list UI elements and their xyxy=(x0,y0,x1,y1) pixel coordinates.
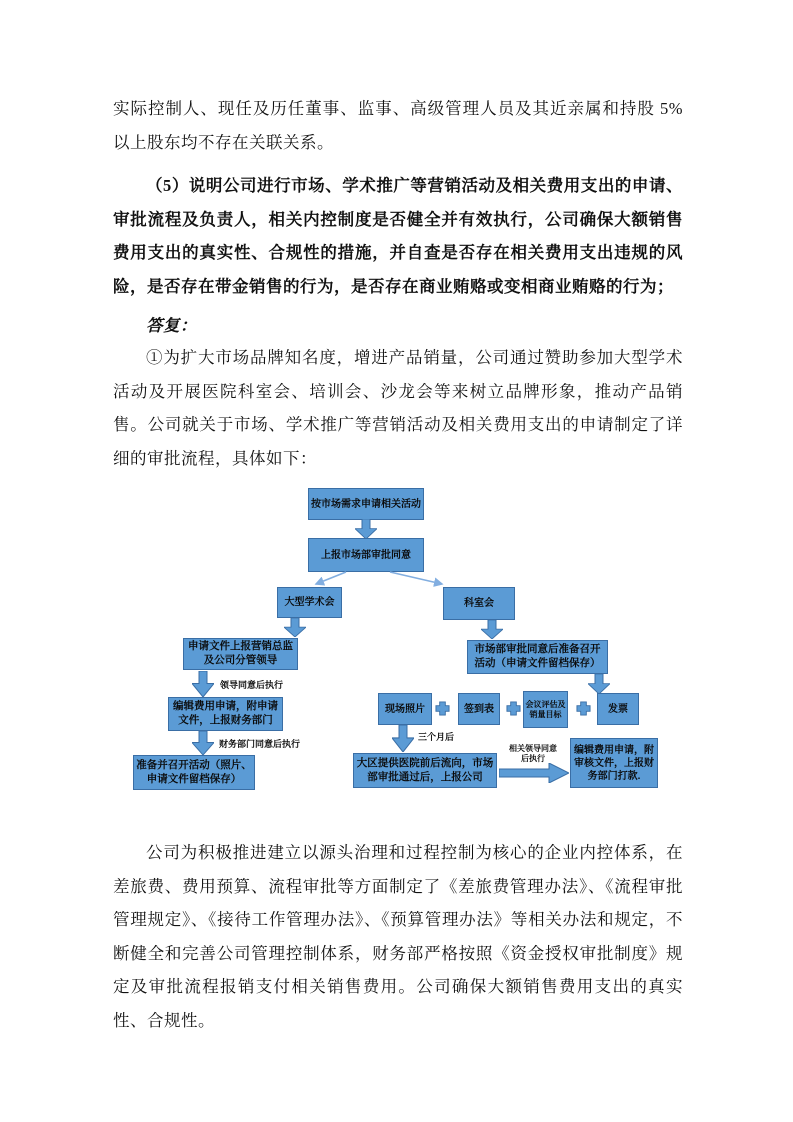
arrow-down-icon xyxy=(392,725,414,752)
flow-box-region-hospital-flow: 大区提供医院前后流向，市场部审批通过后，上报公司 xyxy=(353,753,497,788)
flow-box-submit-to-leaders: 申请文件上报营销总监及公司分管领导 xyxy=(183,638,298,670)
branch-connector-arrows-icon xyxy=(298,570,460,588)
flow-box-signin-sheet: 签到表 xyxy=(458,693,500,725)
flow-box-market-approved-prepare: 市场部审批同意后准备召开活动（申请文件留档保存） xyxy=(467,640,608,674)
flow-label-finance-agree: 财务部门同意后执行 xyxy=(219,739,301,749)
plus-icon xyxy=(576,701,591,716)
reply-label xyxy=(113,309,683,343)
flow-box-prepare-hold-activity: 准备并召开活动（照片、申请文件留档保存） xyxy=(133,755,255,790)
arrow-right-icon xyxy=(499,763,569,783)
plus-icon xyxy=(506,701,521,716)
paragraph-question-5: （5）说明公司进行市场、学术推广等营销活动及相关费用支出的申请、审批流程及负责人，相关内控制度是否健全并有效执行，公司确保大额销售费用支出的真实性、合规性的措施，并自查是否存在相关费用支出违规的风险，是否存在带金销售的行为，是否存在商业贿赂或变相商业贿赂的行为； xyxy=(113,176,683,296)
arrow-down-icon xyxy=(481,620,503,639)
flow-box-large-academic-meeting: 大型学术会 xyxy=(277,587,342,618)
paragraph-shareholder-relation: 实际控制人、现任及历任董事、监事、高级管理人员及其近亲属和持股 5%以上股东均不存在关联关系。 xyxy=(113,99,683,152)
plus-icon xyxy=(435,701,450,716)
flow-box-dept-meeting: 科室会 xyxy=(443,587,515,620)
arrow-down-icon xyxy=(588,674,610,694)
flow-box-invoice: 发票 xyxy=(597,693,639,725)
arrow-down-icon xyxy=(284,618,306,637)
flow-box-edit-fee-payment: 编辑费用申请，附审核文件，上报财务部门打款. xyxy=(570,738,658,788)
arrow-down-icon xyxy=(355,519,377,539)
flow-box-meeting-eval-target: 会议评估及销量目标 xyxy=(523,691,568,728)
flow-box-report-market-dept: 上报市场部审批同意 xyxy=(308,538,424,572)
flow-label-leader-agree: 领导同意后执行 xyxy=(220,680,284,690)
paragraph-internal-control: 公司为积极推进建立以源头治理和过程控制为核心的企业内控体系，在差旅费、费用预算、流程审批等方面制定了《差旅费管理办法》、《流程审批管理规定》、《接待工作管理办法》、《预算管理办法》等相关办法和规定，不断健全和完善公司管理控制体系，财务部严格按照《资金授权审批制度》规定及审批流程报销支付相关销售费用。公司确保大额销售费用支出的真实性、合规性。 xyxy=(113,843,683,1030)
reply-label-text: 答复： xyxy=(146,316,197,335)
flow-box-site-photos: 现场照片 xyxy=(378,693,432,725)
flow-box-edit-fee-finance: 编辑费用申请，附申请文件，上报财务部门 xyxy=(168,697,283,731)
flow-box-apply-activity: 按市场需求申请相关活动 xyxy=(308,488,424,520)
flow-label-three-months: 三个月后 xyxy=(418,732,455,742)
approval-flowchart xyxy=(0,480,793,810)
paragraph-answer-intro: ①为扩大市场品牌知名度，增进产品销量，公司通过赞助参加大型学术活动及开展医院科室会、培训会、沙龙会等来树立品牌形象，推动产品销售。公司就关于市场、学术推广等营销活动及相关费用支出的申请制定了详细的审批流程，具体如下： xyxy=(113,348,683,468)
arrow-down-icon xyxy=(192,731,214,755)
arrow-down-icon xyxy=(192,671,214,697)
flow-label-related-leader-agree: 相关领导同意后执行 xyxy=(509,744,557,763)
